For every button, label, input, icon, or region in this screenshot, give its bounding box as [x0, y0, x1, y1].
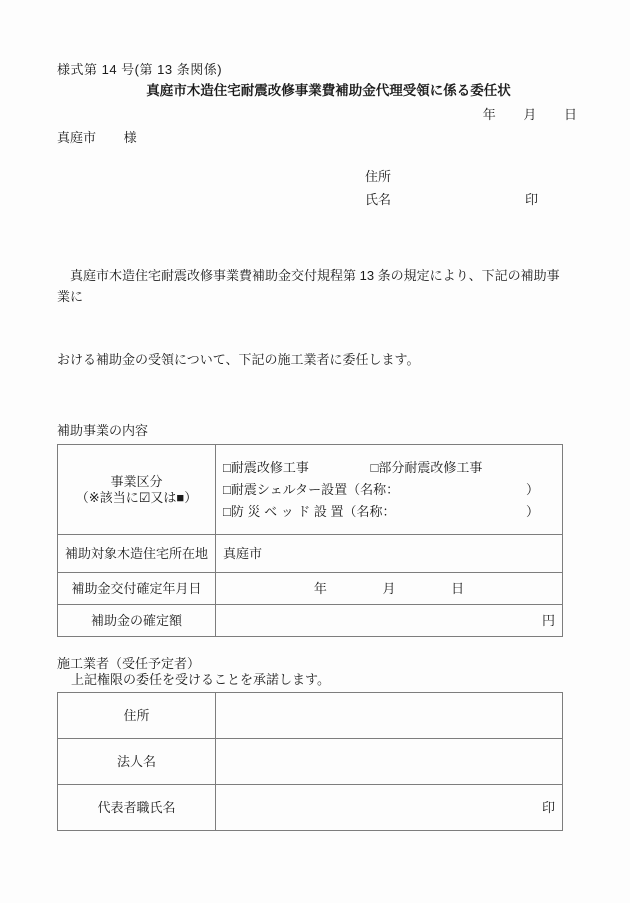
- grant-decision-date-label: 補助金交付確定年月日: [58, 573, 216, 605]
- option-line-3: [223, 501, 555, 523]
- option-line-1: [223, 457, 555, 479]
- contractor-corporate-name-label: 法人名: [58, 739, 216, 785]
- applicant-name-label: 氏名: [365, 192, 392, 207]
- business-category-note: （※該当に☑又は■）: [75, 489, 198, 505]
- table-row-grant-amount: [58, 605, 563, 637]
- table-row-property-location: [58, 535, 563, 573]
- table-row-business-category: [58, 445, 563, 535]
- date-month-label: 月: [523, 107, 537, 122]
- table-row-contractor-corporate-name: [58, 739, 563, 785]
- grant-decision-date-value: [216, 573, 563, 605]
- project-table: [57, 444, 563, 637]
- grant-amount-label: 補助金の確定額: [58, 605, 216, 637]
- body-line-2: おける補助金の受領について、下記の施工業者に委任します。: [57, 352, 420, 367]
- addressee-line: [57, 130, 570, 146]
- business-category-options-cell: [216, 445, 563, 535]
- date-year-label: 年: [482, 107, 496, 122]
- contractor-representative-label: 代表者職氏名: [58, 785, 216, 831]
- addressee-name: 真庭市: [57, 130, 97, 145]
- table-row-grant-decision-date: [58, 573, 563, 605]
- checkbox-option-seismic-retrofit: □耐震改修工事: [223, 459, 309, 475]
- option-line-2: [223, 479, 555, 501]
- applicant-seal-mark: 印: [524, 192, 538, 207]
- business-category-label-cell: [58, 445, 216, 535]
- contractor-representative-seal-mark: 印: [216, 785, 563, 831]
- table-row-contractor-representative: [58, 785, 563, 831]
- seismic-shelter-close-paren: ）: [525, 481, 539, 497]
- date-day-label: 日: [563, 107, 577, 122]
- body-paragraph: [57, 223, 570, 412]
- applicant-name-row: [365, 188, 570, 211]
- contractor-consent-line: 上記権限の委任を受けることを承諾します。: [71, 672, 330, 687]
- checkbox-option-disaster-bed: □防 災 ベ ッ ド 設 置（名称：: [223, 503, 396, 519]
- applicant-address-label: 住所: [365, 169, 392, 184]
- date-line: [57, 107, 577, 123]
- contractor-address-value-cell: [216, 693, 563, 739]
- body-line-1: 真庭市木造住宅耐震改修事業費補助金交付規程第 13 条の規定により、下記の補助事業に: [57, 268, 560, 304]
- business-category-label: 事業区分: [110, 473, 163, 489]
- contractor-section-heading: 施工業者（受任予定者）: [57, 656, 201, 671]
- checkbox-option-seismic-shelter: □耐震シェルター設置（名称：: [223, 481, 400, 497]
- form-number: 様式第 14 号(第 13 条関係): [57, 62, 223, 77]
- grant-day-label: 日: [451, 580, 465, 596]
- addressee-honorific: 様: [123, 130, 137, 145]
- page-title: 真庭市木造住宅耐震改修事業費補助金代理受領に係る委任状: [146, 83, 511, 98]
- disaster-bed-close-paren: ）: [525, 503, 539, 519]
- contractor-corporate-name-value-cell: [216, 739, 563, 785]
- checkbox-option-partial-seismic-retrofit: □部分耐震改修工事: [370, 459, 483, 475]
- grant-month-label: 月: [382, 580, 396, 596]
- grant-amount-value: 円: [216, 605, 563, 637]
- applicant-block: [365, 165, 570, 211]
- contractor-table: [57, 692, 563, 831]
- table-row-contractor-address: [58, 693, 563, 739]
- property-location-label: 補助対象木造住宅所在地: [58, 535, 216, 573]
- project-section-heading: 補助事業の内容: [57, 423, 149, 438]
- contractor-address-label: 住所: [58, 693, 216, 739]
- grant-year-label: 年: [313, 580, 327, 596]
- property-location-value: 真庭市: [216, 535, 563, 573]
